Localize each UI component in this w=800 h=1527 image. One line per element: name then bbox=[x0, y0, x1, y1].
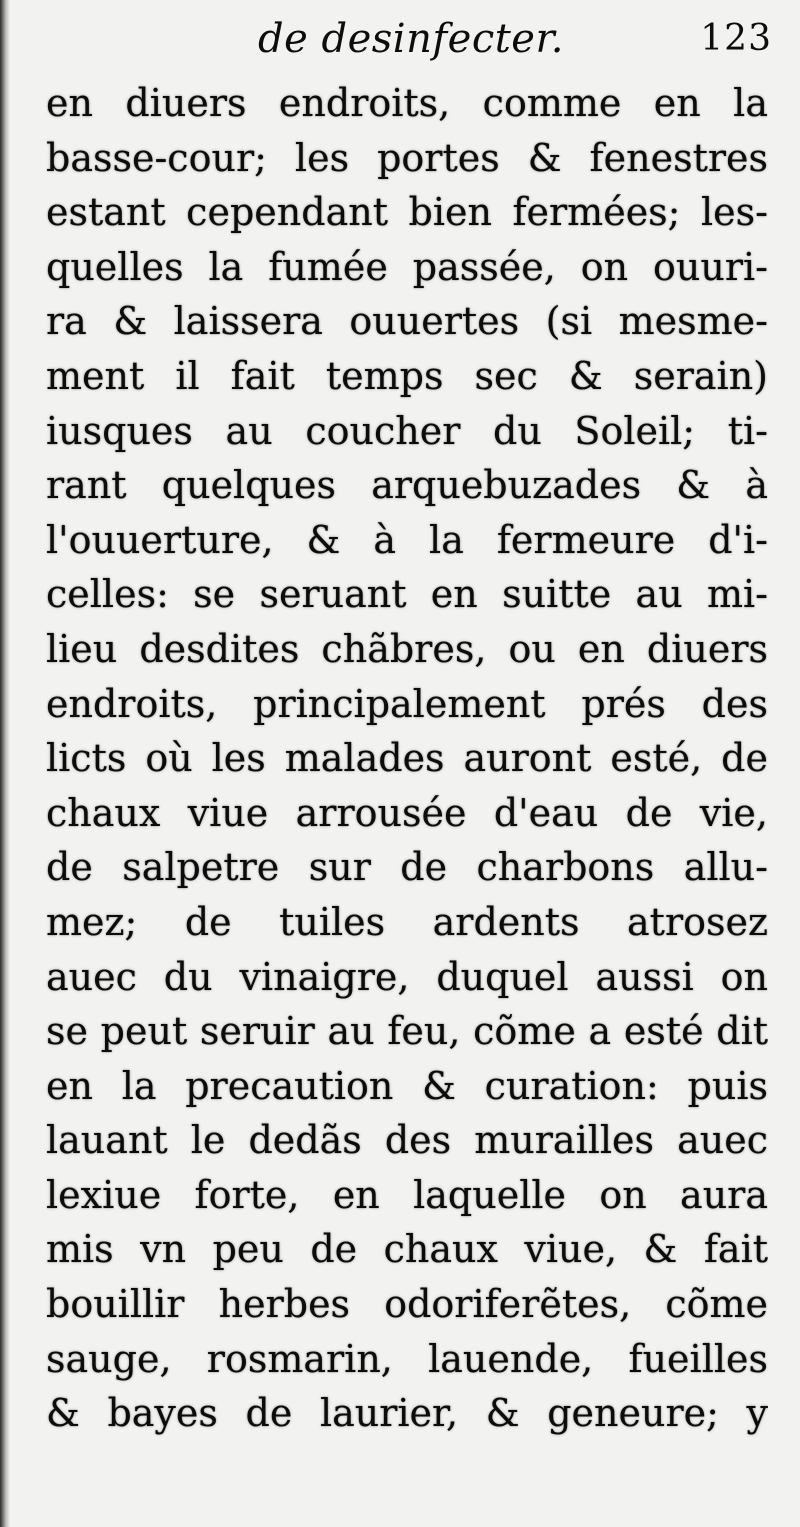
text-line: estant cependant bien fermées; les- bbox=[46, 190, 768, 235]
text-line: auec du vinaigre, duquel aussi on bbox=[46, 954, 768, 999]
text-line: celles: se seruant en suitte au mi- bbox=[46, 572, 768, 617]
text-line: endroits, principalement prés des bbox=[46, 681, 768, 726]
text-line: rant quelques arquebuzades & à bbox=[46, 463, 768, 508]
text-line: basse-cour; les portes & fenestres bbox=[46, 135, 768, 180]
text-line: en diuers endroits, comme en la bbox=[46, 81, 768, 125]
text-line: licts où les malades auront esté, de bbox=[46, 736, 768, 781]
text-line: quelles la fumée passée, on ouuri- bbox=[46, 244, 768, 289]
text-line: mez; de tuiles ardents atrosez bbox=[46, 899, 768, 944]
text-line: chaux viue arrousée d'eau de vie, bbox=[46, 790, 768, 835]
text-line: lieu desdites chãbres, ou en diuers bbox=[46, 626, 768, 671]
text-line: & bayes de laurier, & geneure; y bbox=[46, 1391, 768, 1436]
text-line: lauant le dedãs des murailles auec bbox=[46, 1118, 768, 1163]
text-line: lexiue forte, en laquelle on aura bbox=[46, 1172, 768, 1217]
running-title: de desinfecter. bbox=[258, 16, 564, 62]
text-line: iusques au coucher du Soleil; ti- bbox=[46, 408, 768, 453]
text-line: l'ouuerture, & à la fermeure d'i- bbox=[46, 517, 768, 562]
page-header bbox=[0, 10, 800, 72]
text-line: ment il fait temps sec & serain) bbox=[46, 353, 768, 398]
text-line: bouillir herbes odoriferẽtes, cõme bbox=[46, 1282, 768, 1327]
page-gutter-shadow bbox=[0, 0, 10, 1527]
text-line: ra & laissera ouuertes (si mesme- bbox=[46, 299, 768, 344]
text-line: de salpetre sur de charbons allu- bbox=[46, 845, 768, 890]
text-line: mis vn peu de chaux viue, & fait bbox=[46, 1227, 768, 1272]
body-text bbox=[46, 76, 768, 1441]
text-line: en la precaution & curation: puis bbox=[46, 1063, 768, 1108]
text-line: sauge, rosmarin, lauende, fueilles bbox=[46, 1336, 768, 1381]
page-number: 123 bbox=[700, 18, 772, 59]
text-line: se peut seruir au feu, cõme a esté dit bbox=[46, 1009, 768, 1054]
